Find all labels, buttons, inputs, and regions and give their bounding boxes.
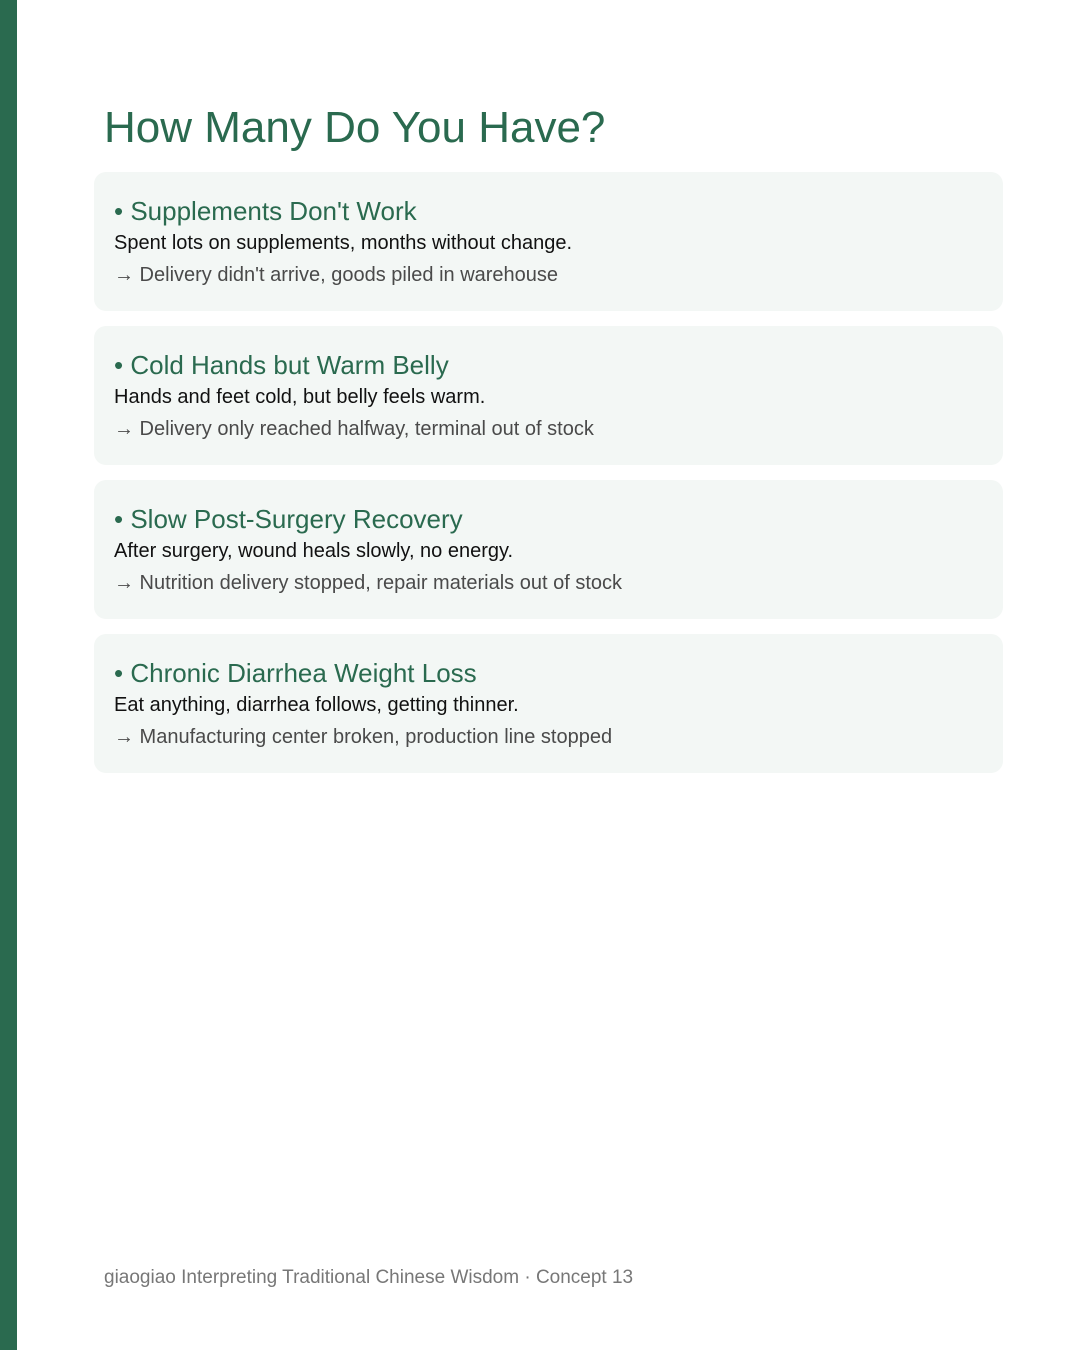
symptom-card (94, 480, 1003, 619)
symptom-card (94, 326, 1003, 465)
card-description: Hands and feet cold, but belly feels warm. (114, 386, 486, 408)
symptom-card (94, 172, 1003, 311)
card-title: • Supplements Don't Work (114, 196, 417, 226)
card-description: After surgery, wound heals slowly, no energy. (114, 540, 514, 562)
footer-caption: giaogiao Interpreting Traditional Chinese Wisdom · Concept 13 (104, 1267, 634, 1288)
card-title: • Slow Post-Surgery Recovery (114, 504, 463, 534)
card-note: → Delivery only reached halfway, terminal out of stock (114, 418, 594, 440)
card-note: → Delivery didn't arrive, goods piled in warehouse (114, 264, 559, 286)
symptom-card-list (94, 172, 1003, 788)
card-title: • Chronic Diarrhea Weight Loss (114, 658, 477, 688)
card-note: → Nutrition delivery stopped, repair materials out of stock (114, 572, 622, 594)
symptom-card (94, 634, 1003, 773)
left-accent-bar (0, 0, 17, 1350)
card-title: • Cold Hands but Warm Belly (114, 350, 449, 380)
page-title: How Many Do You Have? (104, 103, 606, 152)
card-note: → Manufacturing center broken, production line stopped (114, 726, 613, 748)
card-description: Eat anything, diarrhea follows, getting thinner. (114, 694, 519, 716)
card-description: Spent lots on supplements, months without change. (114, 232, 573, 254)
